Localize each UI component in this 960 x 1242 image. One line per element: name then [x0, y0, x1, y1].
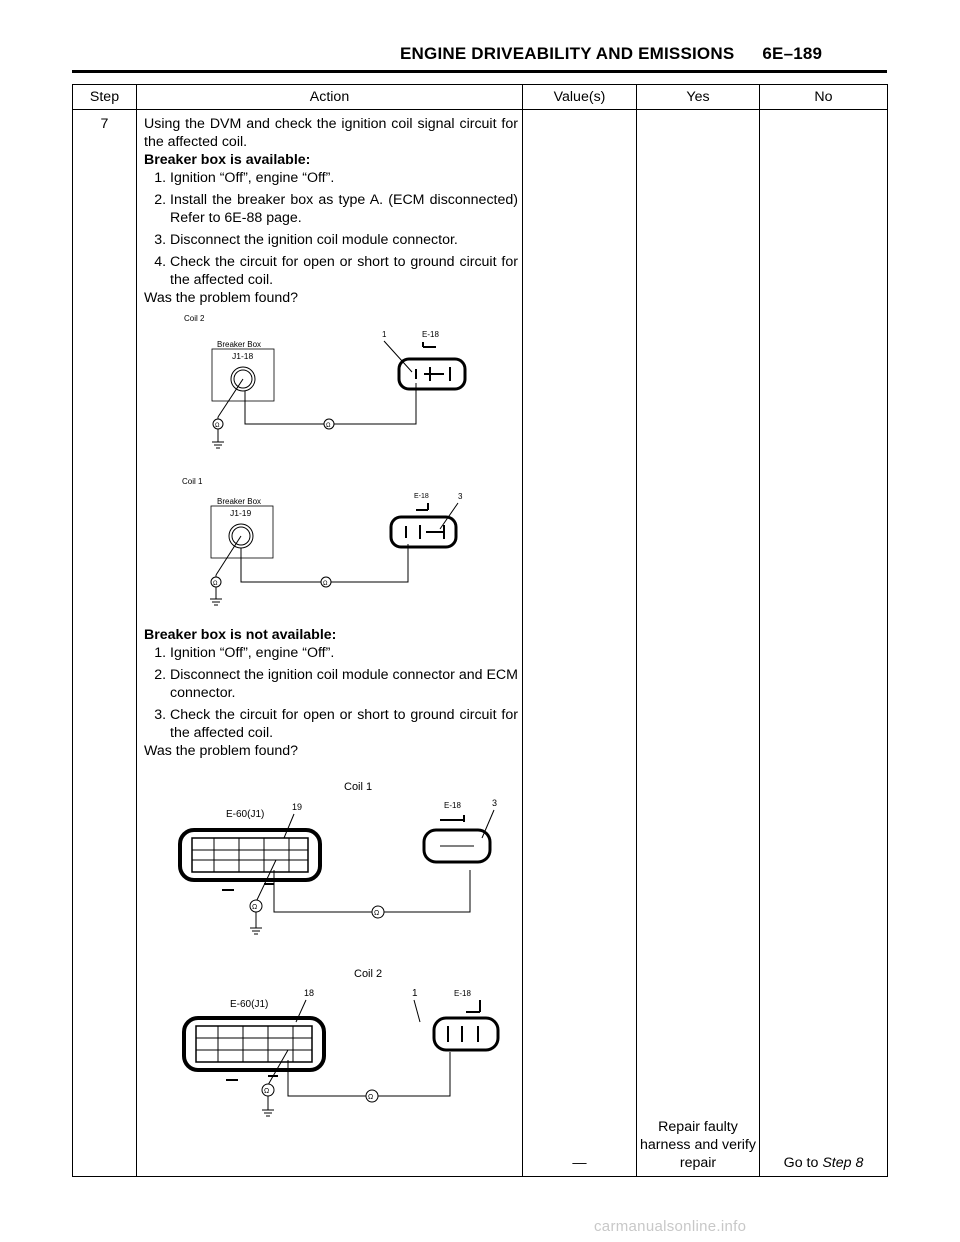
- meter-label: Ω: [252, 904, 258, 911]
- header-title: ENGINE DRIVEABILITY AND EMISSIONS: [400, 44, 735, 63]
- coil-label: Coil 1: [182, 477, 203, 486]
- breaker-box-label: Breaker Box: [217, 340, 262, 349]
- connector-pin: 3: [458, 492, 463, 501]
- action-intro: Using the DVM and check the ignition coil signal circuit for the affected coil.: [144, 116, 518, 150]
- question1: Was the problem found?: [144, 290, 299, 306]
- pin-label: J1-19: [230, 508, 252, 518]
- page-number: 6E–189: [762, 44, 823, 63]
- page-header: [400, 44, 822, 64]
- section1-step: 1. Ignition “Off”, engine “Off”.: [170, 169, 518, 187]
- meter-label: Ω: [368, 1094, 374, 1101]
- connector-pin: 1: [382, 330, 387, 339]
- col-no: No: [760, 85, 888, 110]
- connector-label: E-18: [444, 801, 461, 810]
- connector-label: E-18: [414, 493, 429, 500]
- section2-step: 1. Ignition “Off”, engine “Off”.: [170, 644, 518, 662]
- meter-label: Ω: [215, 423, 220, 429]
- table-row: [73, 110, 888, 1177]
- meter-label: Ω: [264, 1088, 270, 1095]
- coil-label: Coil 2: [184, 314, 205, 323]
- col-yes: Yes: [637, 85, 760, 110]
- section2-heading: Breaker box is not available:: [144, 627, 337, 643]
- question2: Was the problem found?: [144, 743, 299, 759]
- pin-label: J1-18: [232, 351, 254, 361]
- next-step-link: Step 8: [822, 1155, 864, 1171]
- ecm-connector-diagrams: [144, 760, 524, 1132]
- watermark: carmanualsonline.info: [594, 1218, 747, 1235]
- ecm-connector-label: E-60(J1): [226, 809, 265, 820]
- col-step: Step: [73, 85, 137, 110]
- connector-label: E-18: [454, 989, 471, 998]
- diagram-coil2-breaker: [184, 314, 465, 448]
- section1-step: 3. Disconnect the ignition coil module connector.: [170, 231, 518, 249]
- connector-pin: 1: [412, 988, 418, 999]
- meter-label: Ω: [323, 581, 328, 587]
- section1-step: 2. Install the breaker box as type A. (ECM disconnected) Refer to 6E-88 page.: [170, 191, 518, 227]
- ecm-pin-label: 19: [292, 802, 303, 812]
- meter-label: Ω: [374, 910, 380, 917]
- section1-step: 4. Check the circuit for open or short to ground circuit for the affected coil.: [170, 253, 518, 289]
- ecm-connector-label: E-60(J1): [230, 999, 269, 1010]
- diagram-coil1-ecm: [180, 781, 497, 934]
- diagram-coil1-breaker: [182, 477, 463, 605]
- col-values: Value(s): [523, 85, 637, 110]
- connector-label: E-18: [422, 330, 439, 339]
- col-action: Action: [137, 85, 523, 110]
- header-rule: [72, 70, 887, 73]
- connector-pin: 3: [492, 798, 498, 808]
- section2-step: 2. Disconnect the ignition coil module connector and ECM connector.: [170, 666, 518, 702]
- coil-label: Coil 1: [344, 781, 373, 793]
- yes-cell: Repair faulty harness and verify repair: [637, 110, 760, 1177]
- meter-label: Ω: [213, 581, 218, 587]
- diagram-coil2-ecm: [184, 968, 498, 1116]
- step-number: 7: [73, 110, 137, 1177]
- no-cell: [760, 110, 888, 1177]
- ecm-pin-label: 18: [304, 988, 315, 998]
- table-header-row: [73, 85, 888, 110]
- diagnostic-table: [72, 84, 888, 1177]
- section2-step: 3. Check the circuit for open or short to ground circuit for the affected coil.: [170, 706, 518, 742]
- section1-heading: Breaker box is available:: [144, 152, 311, 168]
- no-prefix: Go to: [783, 1155, 823, 1171]
- breaker-box-label: Breaker Box: [217, 497, 262, 506]
- coil-connector-icon: [434, 1018, 498, 1050]
- value-cell: —: [523, 110, 637, 1177]
- meter-label: Ω: [326, 423, 331, 429]
- breaker-box-diagrams: [144, 307, 524, 622]
- action-cell: [137, 110, 523, 1177]
- coil-connector-icon: [391, 517, 456, 547]
- section2-steps: [144, 644, 518, 742]
- section1-steps: [144, 169, 518, 289]
- coil-label: Coil 2: [354, 968, 383, 980]
